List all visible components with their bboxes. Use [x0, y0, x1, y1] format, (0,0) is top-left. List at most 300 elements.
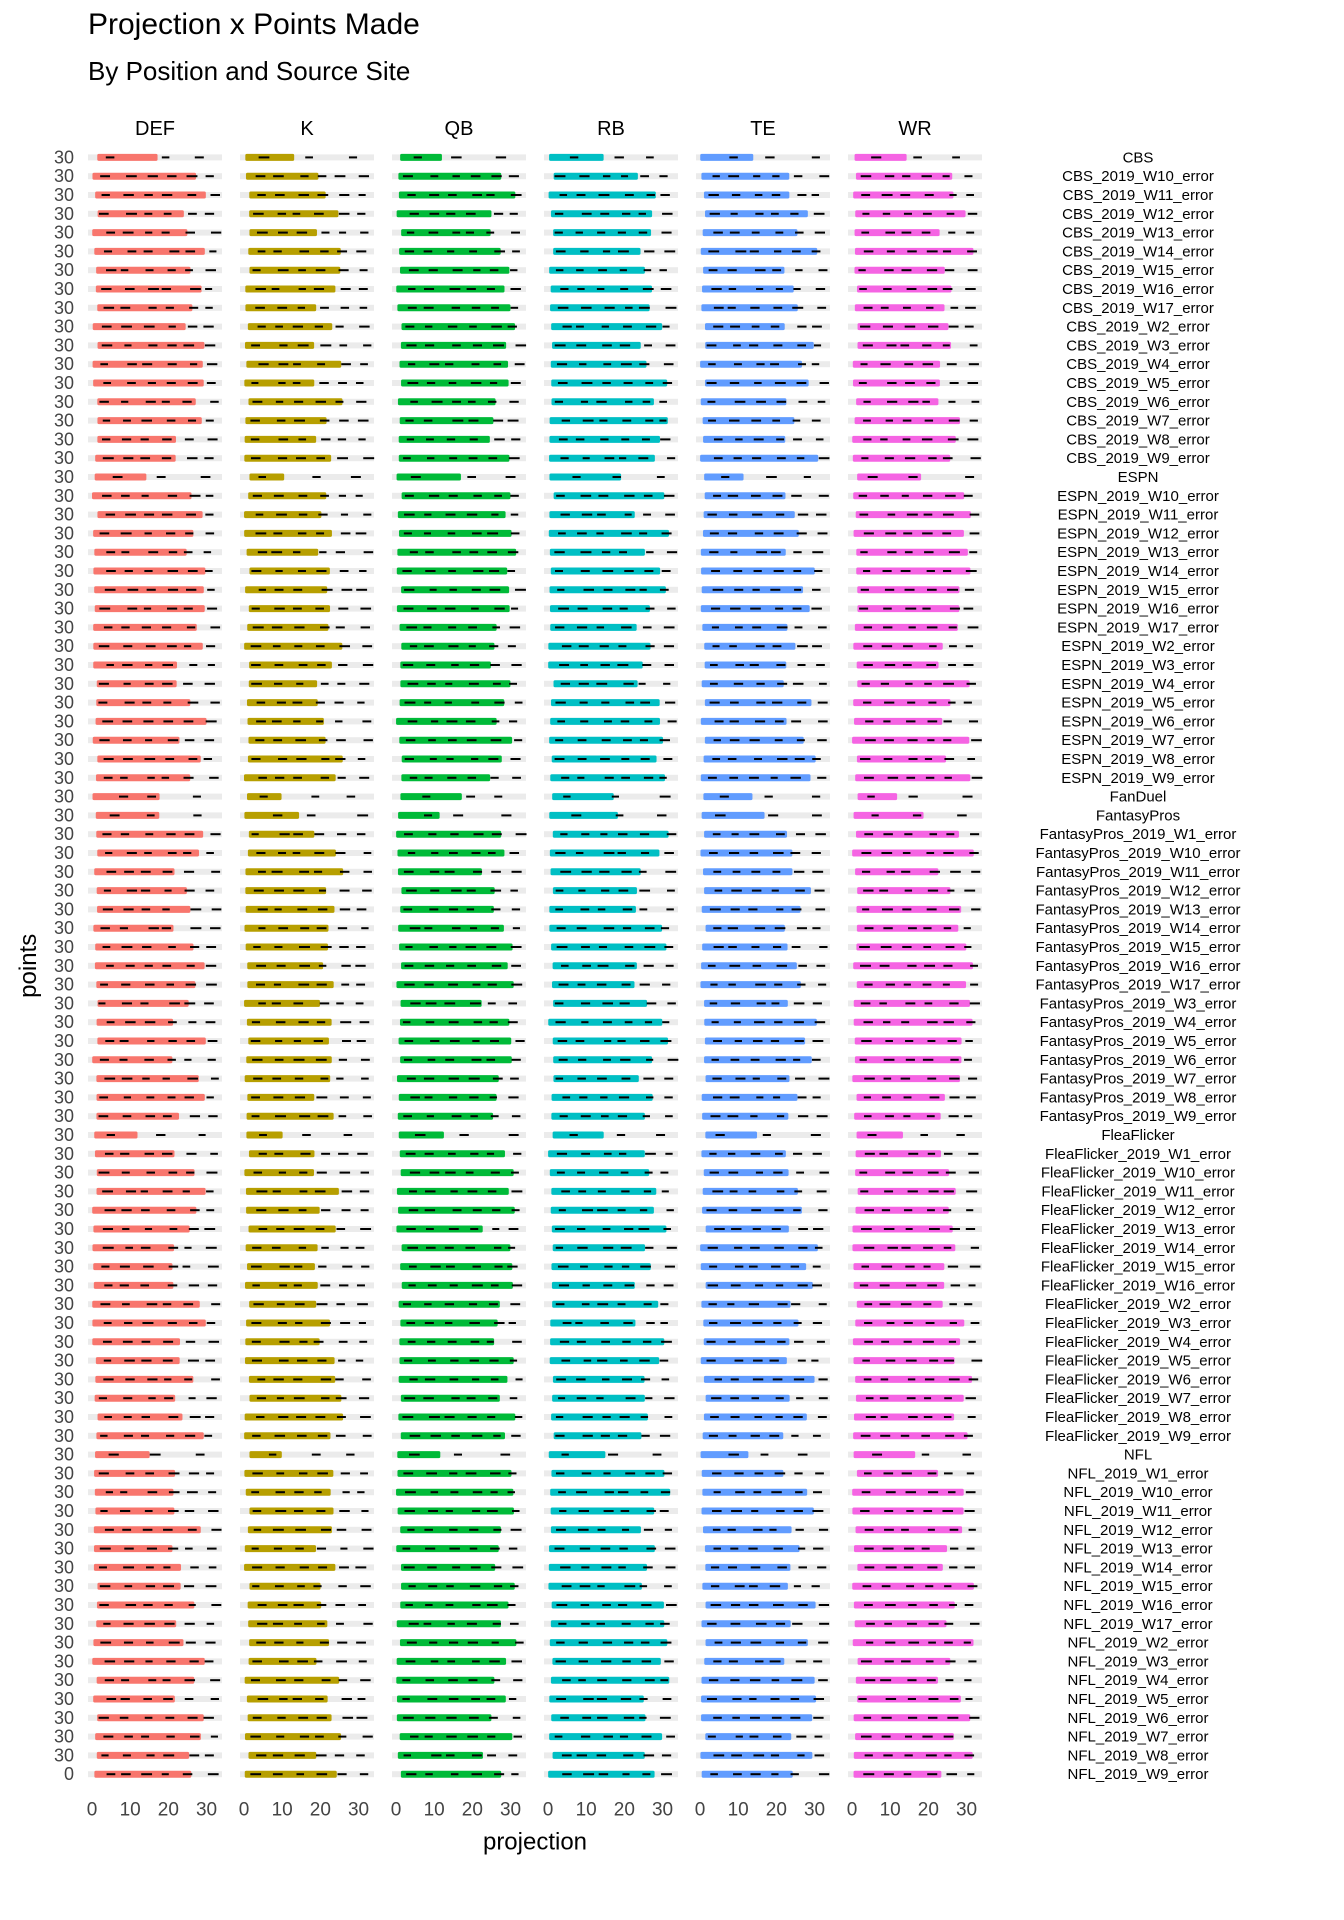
reference-mark — [880, 495, 889, 497]
reference-mark — [581, 1736, 590, 1738]
reference-mark — [305, 156, 313, 158]
reference-mark — [765, 156, 774, 158]
reference-mark — [121, 1698, 130, 1700]
reference-mark — [102, 833, 111, 835]
reference-mark — [908, 758, 917, 760]
reference-mark — [818, 401, 826, 403]
reference-mark — [621, 1190, 629, 1192]
reference-mark — [449, 495, 458, 497]
reference-mark — [100, 363, 108, 365]
reference-mark — [415, 1134, 426, 1136]
reference-mark — [970, 344, 978, 346]
reference-mark — [558, 1040, 567, 1042]
reference-mark — [887, 551, 896, 553]
reference-mark — [342, 1266, 352, 1268]
reference-mark — [949, 1078, 959, 1080]
reference-mark — [908, 1190, 918, 1192]
row-label: CBS_2019_W9_error — [1066, 450, 1210, 468]
reference-mark — [730, 551, 737, 553]
reference-mark — [929, 1228, 940, 1230]
reference-mark — [169, 1172, 178, 1174]
reference-mark — [362, 1529, 372, 1531]
reference-mark — [754, 1416, 762, 1418]
reference-mark — [664, 1660, 673, 1662]
reference-mark — [583, 1773, 594, 1775]
y-tick-label: 30 — [53, 1576, 74, 1597]
reference-mark — [751, 1059, 760, 1061]
reference-mark — [126, 175, 137, 177]
reference-mark — [275, 1059, 284, 1061]
bar-RB — [554, 1432, 642, 1439]
reference-mark — [713, 927, 721, 929]
reference-mark — [450, 1190, 457, 1192]
reference-mark — [865, 720, 873, 722]
reference-mark — [492, 965, 501, 967]
reference-mark — [279, 1341, 289, 1343]
reference-mark — [99, 213, 109, 215]
reference-mark — [451, 156, 462, 158]
reference-mark — [708, 420, 716, 422]
reference-mark — [315, 1416, 325, 1418]
reference-mark — [338, 1773, 347, 1775]
reference-mark — [928, 1172, 939, 1174]
reference-mark — [794, 1341, 803, 1343]
row-label: NFL_2019_W10_error — [1063, 1484, 1213, 1502]
reference-mark — [927, 1284, 937, 1286]
reference-mark — [511, 194, 522, 196]
reference-mark — [620, 269, 627, 271]
reference-mark — [430, 213, 440, 215]
reference-mark — [880, 1679, 891, 1681]
reference-mark — [445, 683, 452, 685]
reference-mark — [104, 626, 113, 628]
reference-mark — [404, 871, 414, 873]
reference-mark — [361, 626, 370, 628]
reference-mark — [578, 890, 585, 892]
bar-QB — [401, 1564, 495, 1571]
reference-mark — [792, 908, 802, 910]
reference-mark — [812, 420, 821, 422]
reference-mark — [561, 514, 570, 516]
reference-mark — [425, 1378, 435, 1380]
reference-mark — [926, 777, 934, 779]
reference-mark — [558, 1266, 569, 1268]
reference-mark — [927, 570, 935, 572]
y-tick-label: 30 — [53, 1162, 74, 1183]
reference-mark — [562, 1773, 571, 1775]
reference-mark — [320, 1642, 329, 1644]
reference-mark — [429, 495, 439, 497]
y-tick-label: 30 — [53, 1745, 74, 1766]
reference-mark — [278, 927, 288, 929]
y-tick-label: 30 — [53, 391, 74, 412]
reference-mark — [597, 288, 605, 290]
reference-mark — [169, 1642, 180, 1644]
row-label: FantasyPros_2019_W7_error — [1039, 1070, 1237, 1088]
reference-mark — [141, 890, 150, 892]
reference-mark — [863, 1773, 874, 1775]
reference-mark — [776, 664, 785, 666]
bar-K — [244, 812, 299, 819]
reference-mark — [185, 1435, 195, 1437]
reference-mark — [795, 890, 805, 892]
reference-mark — [862, 1491, 871, 1493]
reference-mark — [317, 1717, 327, 1719]
reference-mark — [639, 1717, 646, 1719]
reference-mark — [489, 645, 498, 647]
reference-mark — [251, 683, 262, 685]
reference-mark — [342, 1190, 352, 1192]
reference-mark — [792, 307, 803, 309]
reference-mark — [598, 965, 609, 967]
reference-mark — [186, 514, 196, 516]
reference-mark — [125, 702, 135, 704]
reference-mark — [273, 175, 284, 177]
reference-mark — [660, 1510, 669, 1512]
reference-mark — [949, 326, 959, 328]
reference-mark — [512, 1510, 519, 1512]
row-label: FantasyPros_2019_W6_error — [1039, 1051, 1237, 1069]
reference-mark — [968, 626, 979, 628]
reference-mark — [560, 833, 567, 835]
reference-mark — [127, 890, 137, 892]
reference-mark — [124, 871, 134, 873]
reference-mark — [945, 269, 954, 271]
reference-mark — [797, 984, 805, 986]
reference-mark — [946, 833, 954, 835]
reference-mark — [730, 382, 739, 384]
reference-mark — [273, 1529, 284, 1531]
reference-mark — [963, 664, 973, 666]
reference-mark — [403, 664, 413, 666]
reference-mark — [126, 213, 137, 215]
reference-mark — [864, 1472, 872, 1474]
reference-mark — [576, 326, 584, 328]
reference-mark — [121, 401, 128, 403]
reference-mark — [404, 1566, 415, 1568]
reference-mark — [620, 344, 630, 346]
reference-mark — [728, 175, 739, 177]
reference-mark — [123, 420, 131, 422]
reference-mark — [773, 852, 784, 854]
reference-mark — [924, 551, 933, 553]
reference-mark — [794, 1585, 801, 1587]
reference-mark — [597, 626, 604, 628]
reference-mark — [621, 1698, 631, 1700]
reference-mark — [425, 965, 434, 967]
reference-mark — [752, 232, 760, 234]
reference-mark — [923, 213, 932, 215]
reference-mark — [667, 1002, 675, 1004]
reference-mark — [363, 1736, 373, 1738]
reference-mark — [620, 1736, 628, 1738]
reference-mark — [753, 1378, 763, 1380]
reference-mark — [361, 927, 368, 929]
reference-mark — [879, 1153, 887, 1155]
reference-mark — [773, 1378, 783, 1380]
reference-mark — [356, 382, 364, 384]
reference-mark — [657, 476, 665, 478]
reference-mark — [104, 1078, 115, 1080]
reference-mark — [752, 457, 761, 459]
bar-QB — [401, 962, 508, 969]
reference-mark — [430, 890, 439, 892]
reference-mark — [819, 1529, 828, 1531]
reference-mark — [605, 307, 615, 309]
reference-mark — [488, 1397, 497, 1399]
reference-mark — [425, 570, 435, 572]
reference-mark — [124, 1623, 134, 1625]
reference-mark — [169, 1491, 180, 1493]
reference-mark — [511, 438, 520, 440]
reference-mark — [102, 326, 112, 328]
reference-mark — [106, 664, 113, 666]
reference-mark — [613, 476, 621, 478]
reference-mark — [294, 1604, 304, 1606]
reference-mark — [490, 1472, 501, 1474]
reference-mark — [776, 833, 785, 835]
reference-mark — [278, 457, 287, 459]
reference-mark — [755, 213, 763, 215]
reference-mark — [145, 1472, 154, 1474]
reference-mark — [410, 1736, 418, 1738]
y-tick-label: 30 — [53, 767, 74, 788]
reference-mark — [665, 1548, 676, 1550]
reference-mark — [342, 1717, 353, 1719]
x-tick-label: 10 — [271, 1799, 293, 1821]
reference-mark — [445, 1247, 454, 1249]
reference-mark — [256, 514, 264, 516]
reference-mark — [794, 175, 802, 177]
reference-mark — [258, 871, 266, 873]
row-label: FanDuel — [1109, 788, 1167, 806]
reference-mark — [660, 589, 669, 591]
reference-mark — [321, 1529, 331, 1531]
reference-mark — [211, 1698, 219, 1700]
reference-mark — [863, 645, 872, 647]
y-tick-label: 30 — [53, 448, 74, 469]
reference-mark — [814, 344, 821, 346]
reference-mark — [320, 250, 328, 252]
reference-mark — [581, 833, 589, 835]
reference-mark — [143, 1529, 153, 1531]
reference-mark — [732, 1717, 740, 1719]
reference-mark — [407, 1529, 414, 1531]
reference-mark — [640, 1585, 647, 1587]
reference-mark — [314, 1660, 323, 1662]
reference-mark — [110, 814, 120, 816]
reference-mark — [318, 1566, 327, 1568]
reference-mark — [102, 720, 113, 722]
y-tick-label: 30 — [53, 354, 74, 375]
reference-mark — [948, 438, 959, 440]
reference-mark — [970, 532, 980, 534]
reference-mark — [359, 683, 369, 685]
x-tick-label: 30 — [499, 1799, 522, 1821]
reference-mark — [163, 1679, 171, 1681]
reference-mark — [951, 1284, 960, 1286]
reference-mark — [99, 1115, 109, 1117]
reference-mark — [662, 213, 672, 215]
reference-mark — [728, 927, 738, 929]
reference-mark — [414, 156, 422, 158]
reference-mark — [472, 532, 482, 534]
reference-mark — [252, 1284, 259, 1286]
reference-mark — [968, 1660, 976, 1662]
reference-mark — [363, 1623, 372, 1625]
reference-mark — [957, 814, 967, 816]
reference-mark — [619, 1096, 629, 1098]
reference-mark — [576, 1491, 587, 1493]
reference-mark — [494, 363, 502, 365]
reference-mark — [713, 1040, 722, 1042]
reference-mark — [579, 1660, 588, 1662]
reference-mark — [338, 664, 347, 666]
reference-mark — [168, 1096, 176, 1098]
reference-mark — [661, 1341, 672, 1343]
reference-mark — [756, 401, 766, 403]
reference-mark — [817, 307, 826, 309]
reference-mark — [487, 1754, 496, 1756]
reference-mark — [928, 326, 938, 328]
reference-mark — [469, 645, 476, 647]
reference-mark — [341, 532, 351, 534]
reference-mark — [864, 1247, 875, 1249]
reference-mark — [340, 1322, 350, 1324]
reference-mark — [901, 1078, 910, 1080]
reference-mark — [259, 1134, 267, 1136]
reference-mark — [863, 438, 871, 440]
reference-mark — [473, 344, 482, 346]
reference-mark — [280, 833, 290, 835]
reference-mark — [506, 476, 516, 478]
reference-mark — [969, 551, 977, 553]
row-label: CBS_2019_W11_error — [1062, 187, 1214, 204]
reference-mark — [946, 946, 955, 948]
reference-mark — [663, 758, 672, 760]
reference-mark — [715, 720, 724, 722]
y-tick-label: 30 — [53, 861, 74, 882]
reference-mark — [949, 1378, 960, 1380]
reference-mark — [489, 1717, 498, 1719]
reference-mark — [358, 1698, 366, 1700]
reference-mark — [812, 156, 820, 158]
reference-mark — [452, 401, 461, 403]
reference-mark — [798, 1548, 805, 1550]
reference-mark — [472, 1510, 480, 1512]
reference-mark — [148, 288, 159, 290]
reference-mark — [640, 833, 649, 835]
reference-mark — [169, 1472, 180, 1474]
reference-mark — [927, 1773, 937, 1775]
reference-mark — [751, 871, 760, 873]
reference-mark — [859, 382, 867, 384]
reference-mark — [902, 1472, 912, 1474]
reference-mark — [317, 984, 327, 986]
reference-mark — [643, 1078, 654, 1080]
reference-mark — [471, 758, 478, 760]
reference-mark — [798, 1096, 807, 1098]
reference-mark — [211, 232, 221, 234]
reference-mark — [508, 1021, 518, 1023]
reference-mark — [967, 758, 975, 760]
y-tick-label: 30 — [53, 1012, 74, 1033]
reference-mark — [316, 457, 325, 459]
reference-mark — [730, 1190, 738, 1192]
reference-mark — [572, 476, 580, 478]
reference-mark — [729, 514, 737, 516]
reference-mark — [467, 1397, 476, 1399]
reference-mark — [321, 1397, 329, 1399]
y-tick-label: 30 — [53, 1200, 74, 1221]
row-label: FleaFlicker_2019_W3_error — [1045, 1315, 1231, 1332]
reference-mark — [166, 307, 174, 309]
reference-mark — [339, 420, 348, 422]
reference-mark — [453, 269, 463, 271]
reference-mark — [205, 1416, 214, 1418]
reference-mark — [104, 890, 111, 892]
reference-mark — [657, 814, 666, 816]
reference-mark — [364, 739, 373, 741]
reference-mark — [408, 288, 415, 290]
reference-mark — [735, 1040, 742, 1042]
reference-mark — [256, 175, 266, 177]
reference-mark — [714, 1491, 721, 1493]
reference-mark — [761, 1454, 769, 1456]
reference-mark — [515, 1416, 522, 1418]
reference-mark — [864, 250, 874, 252]
reference-mark — [944, 1247, 952, 1249]
reference-mark — [885, 1660, 894, 1662]
reference-mark — [598, 495, 608, 497]
reference-mark — [300, 175, 308, 177]
reference-mark — [276, 1679, 286, 1681]
reference-mark — [487, 288, 495, 290]
reference-mark — [99, 645, 110, 647]
row-label: CBS_2019_W2_error — [1066, 318, 1210, 336]
reference-mark — [469, 420, 479, 422]
reference-mark — [429, 1416, 440, 1418]
bar-K — [244, 1000, 320, 1007]
reference-mark — [816, 438, 824, 440]
row-label: ESPN_2019_W6_error — [1061, 713, 1215, 731]
reference-mark — [908, 1416, 918, 1418]
reference-mark — [901, 871, 910, 873]
reference-mark — [363, 664, 373, 666]
reference-mark — [968, 1341, 975, 1343]
reference-mark — [731, 1623, 741, 1625]
reference-mark — [904, 1322, 913, 1324]
reference-mark — [106, 232, 115, 234]
reference-mark — [950, 871, 961, 873]
reference-mark — [406, 344, 416, 346]
reference-mark — [357, 1491, 364, 1493]
reference-mark — [449, 589, 456, 591]
reference-mark — [121, 1773, 131, 1775]
reference-mark — [276, 1228, 284, 1230]
reference-mark — [859, 608, 868, 610]
bar-WR — [857, 1132, 903, 1139]
reference-mark — [812, 326, 822, 328]
reference-mark — [185, 532, 193, 534]
reference-mark — [797, 326, 806, 328]
reference-mark — [751, 1510, 758, 1512]
reference-mark — [449, 1078, 459, 1080]
reference-mark — [469, 1303, 477, 1305]
reference-mark — [642, 438, 650, 440]
reference-mark — [147, 777, 154, 779]
reference-mark — [604, 1266, 612, 1268]
